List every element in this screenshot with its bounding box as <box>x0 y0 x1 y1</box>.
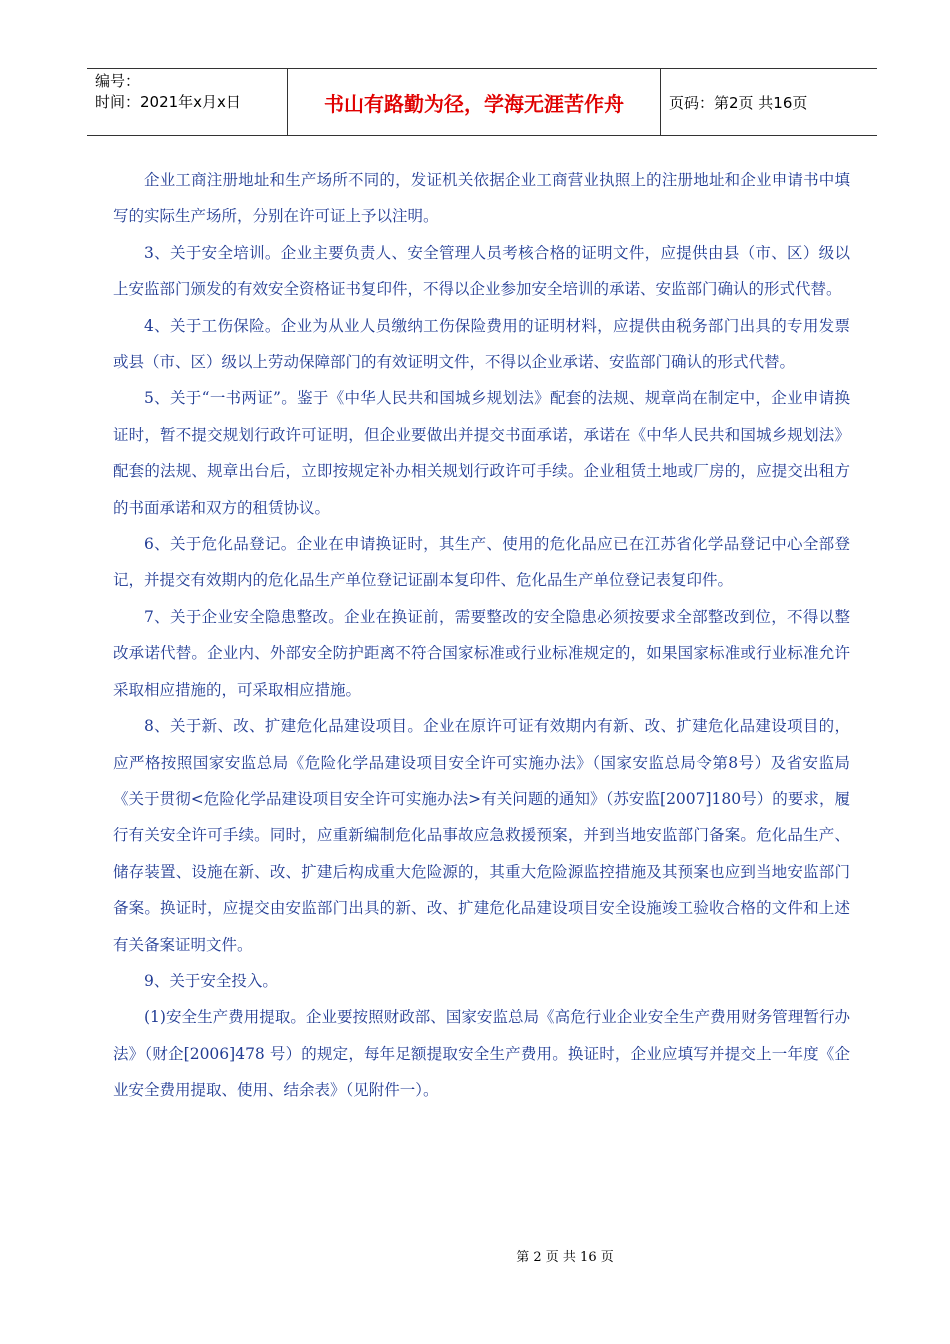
header-page-info: 页码：第2页 共16页 <box>669 93 808 112</box>
paragraph: 3、关于安全培训。企业主要负责人、安全管理人员考核合格的证明文件，应提供由县（市、区）级以上安监部门颁发的有效安全资格证书复印件，不得以企业参加安全培训的承诺、安监部门确认的形式代替。 <box>113 243 850 299</box>
header-meta <box>87 69 287 135</box>
paragraph: (1)安全生产费用提取。企业要按照财政部、国家安监总局《高危行业企业安全生产费用财务管理暂行办法》（财企[2006]478 号）的规定，每年足额提取安全生产费用。换证时，企业应填写并提交上一年度《企业安全费用提取、使用、结余表》（见附件一）。 <box>113 1008 850 1100</box>
paragraph: 6、关于危化品登记。企业在申请换证时，其生产、使用的危化品应已在江苏省化学品登记中心全部登记，并提交有效期内的危化品生产单位登记证副本复印件、危化品生产单位登记表复印件。 <box>113 535 850 590</box>
paragraph: 5、关于“一书两证”。鉴于《中华人民共和国城乡规划法》配套的法规、规章尚在制定中，企业申请换证时，暂不提交规划行政许可证明，但企业要做出并提交书面承诺，承诺在《中华人民共和国城乡规划法》配套的法规、规章出台后，立即按规定补办相关规划行政许可手续。企业租赁土地或厂房的，应提交出租方的书面承诺和双方的租赁协议。 <box>113 389 850 517</box>
paragraph: 8、关于新、改、扩建危化品建设项目。企业在原许可证有效期内有新、改、扩建危化品建设项目的，应严格按照国家安监总局《危险化学品建设项目安全许可实施办法》（国家安监总局令第8号）及省安监局《关于贯彻<危险化学品建设项目安全许可实施办法>有关问题的通知》（苏安监[2007]180号）的要求，履行有关安全许可手续。同时，应重新编制危化品事故应急救援预案，并到当地安监部门备案。危化品生产、储存装置、设施在新、改、扩建后构成重大危险源的，其重大危险源监控措施及其预案也应到当地安监部门备案。换证时，应提交由安监部门出具的新、改、扩建危化品建设项目安全设施竣工验收合格的文件和上述有关备案证明文件。 <box>113 717 850 954</box>
paragraph: 企业工商注册地址和生产场所不同的，发证机关依据企业工商营业执照上的注册地址和企业申请书中填写的实际生产场所，分别在许可证上予以注明。 <box>113 171 850 226</box>
paragraph: 9、关于安全投入。 <box>144 971 278 990</box>
page-header <box>87 68 877 136</box>
paragraph: 7、关于企业安全隐患整改。企业在换证前，需要整改的安全隐患必须按要求全部整改到位，不得以整改承诺代替。企业内、外部安全防护距离不符合国家标准或行业标准规定的，如果国家标准或行业标准允许采取相应措施的，可采取相应措施。 <box>113 607 850 699</box>
paragraph: 4、关于工伤保险。企业为从业人员缴纳工伤保险费用的证明材料，应提供由税务部门出具的专用发票或县（市、区）级以上劳动保障部门的有效证明文件，不得以企业承诺、安监部门确认的形式代替。 <box>113 316 850 372</box>
document-body <box>113 162 850 1109</box>
document-time: 时间：2021年x月x日 <box>95 93 241 111</box>
header-motto: 书山有路勤为径，学海无涯苦作舟 <box>287 69 661 135</box>
page-footer: 第 2 页 共 16 页 <box>516 1250 614 1265</box>
document-id-label: 编号： <box>95 72 141 90</box>
